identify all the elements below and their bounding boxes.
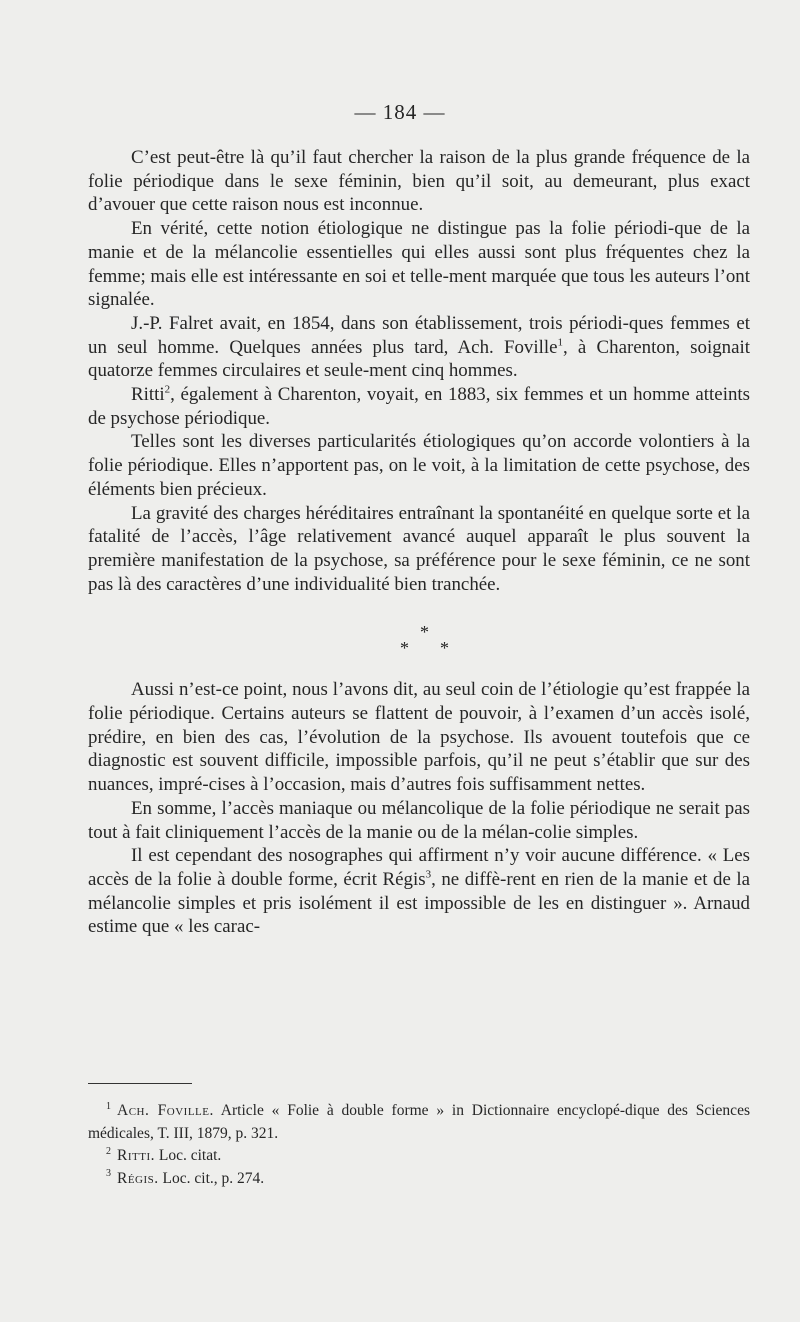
footnote-number: 2 [106, 1145, 111, 1157]
footnote-number: 3 [106, 1168, 111, 1180]
footnote [88, 1145, 750, 1168]
paragraph: Aussi n’est-ce point, nous l’avons dit, au seul coin de l’étiologie qu’est frappée la folie périodique. Certains auteurs se flattent de pouvoir, à l’examen d’un accès isolé, prédire, en bien des cas, l’évolution de la psychose. Ils avouent toutefois que ce diagnostic est souvent difficile, impossible parfois, qu’il ne peut s’établir que sur des nuances, impré-cises à l’occasion, mais d’autres fois suffisamment nettes. [88, 679, 750, 796]
asterisk: * [440, 638, 449, 659]
paragraph: En somme, l’accès maniaque ou mélancolique de la folie périodique ne serait pas tout à fait cliniquement l’accès de la manie ou de la mélan-colie simples. [88, 797, 750, 843]
body-text [88, 146, 750, 939]
footnote-text: Loc. cit., p. 274. [158, 1169, 265, 1187]
asterisk: * [400, 638, 409, 659]
footnote-ref: 1 [557, 336, 563, 349]
footnote-number: 1 [106, 1100, 111, 1112]
paragraph-text: Il est cependant des nosographes qui affirment n’y voir aucune différence. « Les accès de la folie à double forme, écrit Régis [88, 845, 750, 890]
footnote-author: Ach. Foville. [117, 1102, 214, 1119]
paragraph: Telles sont les diverses particularités étiologiques qu’on accorde volontiers à la folie périodique. Elles n’apportent pas, on le voit, à la limitation de cette psychose, des éléments bien précieux. [88, 431, 750, 500]
paragraph: C’est peut-être là qu’il faut chercher la raison de la plus grande fréquence de la folie périodique dans le sexe féminin, bien qu’il soit, au demeurant, plus exact d’avouer que cette raison nous est inconnue. [88, 147, 750, 216]
footnote-ref: 2 [164, 383, 171, 396]
paragraph-text: Ritti [131, 384, 165, 406]
paragraph-text: , également à Charenton, voyait, en 1883, six femmes et un homme atteints de psychose périodique. [88, 384, 750, 429]
footnote-author: Régis. [117, 1169, 159, 1187]
asterisk: * [420, 622, 429, 643]
paragraph-text: , ne diffè-rent en rien de la manie et de la mélancolie simples et pris isolément il est impossible de les en distinguer ». Arnaud estime que « les carac- [88, 868, 751, 938]
paragraph [88, 844, 750, 939]
paragraph-text: , à Charenton, soignait quatorze femmes circulaires et seule-ment cinq hommes. [88, 336, 750, 382]
footnote [88, 1100, 750, 1145]
footnotes [88, 1100, 750, 1190]
paragraph-text: J.-P. Falret avait, en 1854, dans son établissement, trois périodi-ques femmes et un seul homme. Quelques années plus tard, Ach. Foville [88, 312, 750, 358]
footnote-text: Article « Folie à double forme » in Dictionnaire encyclopé-dique des Sciences médicales, T. III, 1879, p. 321. [88, 1102, 750, 1142]
footnote [88, 1168, 750, 1191]
paragraph: En vérité, cette notion étiologique ne distingue pas la folie périodi-que de la manie et de la mélancolie essentielles qui elles aussi sont plus fréquentes chez la femme; mais elle est intéressante en soi et telle-ment marquée que tous les auteurs l’ont signalée. [88, 218, 751, 311]
page-number: — 184 — [354, 100, 446, 124]
footnote-ref: 3 [425, 868, 432, 881]
footnote-divider [88, 1083, 192, 1084]
section-separator [88, 596, 750, 678]
paragraph: La gravité des charges héréditaires entraînant la spontanéité en quelque sorte et la fatalité de l’accès, l’âge relativement avancé auquel apparaît le plus souvent la première manifestation de la psychose, sa préférence pour le sexe féminin, ce ne sont pas là des caractères d’une individualité bien tranchée. [88, 502, 750, 595]
paragraph [88, 383, 750, 430]
paragraph [88, 312, 750, 383]
footnote-text: Loc. citat. [154, 1147, 222, 1164]
footnote-author: Ritti. [117, 1147, 155, 1164]
